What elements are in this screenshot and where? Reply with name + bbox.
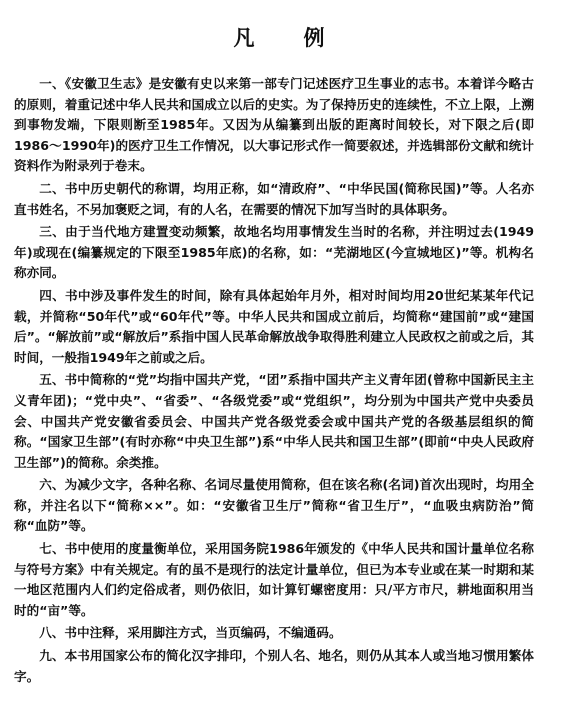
paragraph-2: 二、书中历史朝代的称谓，均用正称，如“清政府”、“中华民国(简称民国)”等。人名亦直书姓名，不另加褒贬之词，有的人名，在需要的情况下加写当时的具体职务。	[14, 180, 534, 217]
paragraph-6: 六、为减少文字，各种名称、名词尽量使用简称，但在该名称(名词)首次出现时，均用全称，并注名以下“简称××”。如：“安徽省卫生厅”简称“省卫生厅”，“血吸虫病防治”简称“血防”等。	[14, 477, 534, 534]
paragraph-5: 五、书中简称的“党”均指中国共产党，“团”系指中国共产主义青年团(曾称中国新民主主义青年团)；“党中央”、“省委”、“各级党委”或“党组织”，均分别为中国共产党中央委员会、中国共产党安徽省委员会、中国共产党各级党委会或中国共产党的各级基层组织的简称。“国家卫生部”(有时亦称“中央卫生部”)系“中华人民共和国卫生部”(即前“中央人民政府卫生部”)的简称。余类推。	[14, 372, 534, 470]
paragraph-7: 七、书中使用的度量衡单位，采用国务院1986年颁发的《中华人民共和国计量单位名称与符号方案》中有关规定。有的虽不是现行的法定计量单位，但已为本专业或在某一时期和某一地区范围内人们约定俗成者，则仍依旧，如计算钉螺密度用：只/平方市尺，耕地面积用当时的“亩”等。	[14, 541, 534, 618]
paragraph-3: 三、由于当代地方建置变动频繁，故地名均用事情发生当时的名称，并注明过去(1949年)或现在(编纂规定的下限至1985年底)的名称，如：“芜湖地区(今宣城地区)”等。机构名称亦同。	[14, 224, 534, 281]
paragraph-4: 四、书中涉及事件发生的时间，除有具体起始年月外，相对时间均用20世纪某某年代记载，并简称“50年代”或“60年代”等。中华人民共和国成立前后，均简称“建国前”或“建国后”。“解放前”或“解放后”系指中国人民革命解放战争取得胜利建立人民政权之前或之后，其时间，一般指1949年之前或之后。	[14, 287, 534, 365]
paragraph-8: 八、书中注释，采用脚注方式，当页编码，不编通码。	[39, 625, 342, 641]
page-title: 凡 例	[233, 25, 339, 50]
paragraph-1: 一、《安徽卫生志》是安徽有史以来第一部专门记述医疗卫生事业的志书。本着详今略古的原则，着重记述中华人民共和国成立以后的史实。为了保持历史的连续性，不立上限，上溯到事物发端，下限则断至1985年。又因为从编纂到出版的距离时间较长，对下限之后(即1986～1990年)的医疗卫生工作情况，以大事记形式作一简要叙述，并选辑部份文献和统计资料作为附录列于卷末。	[14, 76, 534, 174]
paragraph-9: 九、本书用国家公布的简化汉字排印，个别人名、地名，则仍从其本人或当地习惯用繁体字。	[14, 648, 534, 684]
